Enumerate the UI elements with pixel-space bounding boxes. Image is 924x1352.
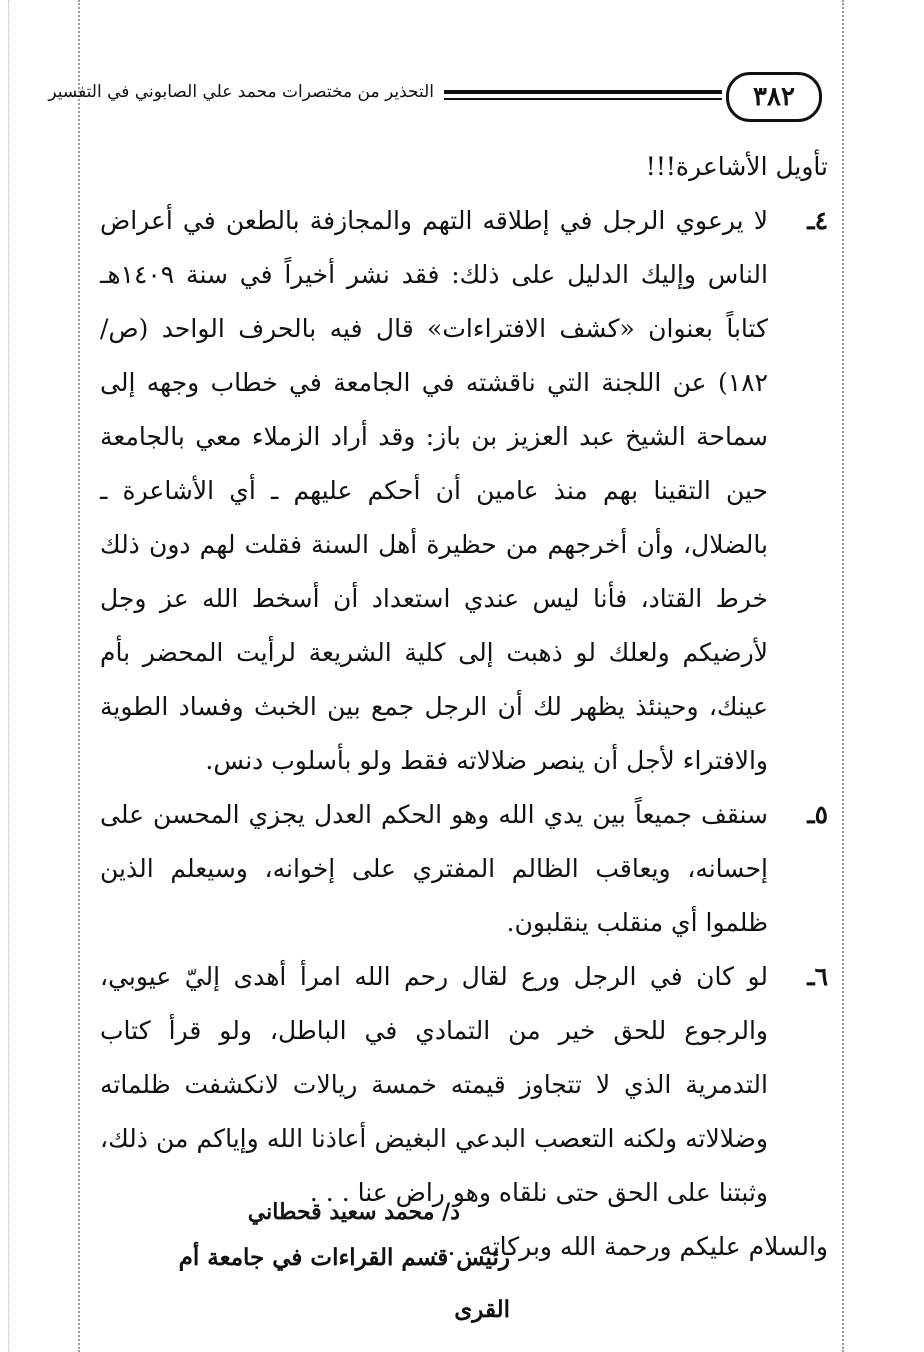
signatory-name: د/ محمد سعيد قحطاني [247,1199,460,1225]
closing-greeting: والسلام عليكم ورحمة الله وبركاته . . . [431,1232,828,1261]
item-number: ٥ـ [807,800,828,829]
page-header [48,70,830,130]
left-dotted-guide [78,0,80,1352]
item-text: لا يرعوي الرجل في إطلاقه التهم والمجازفة بالطعن في أعراض الناس وإليك الدليل على ذلك: فقد نشر أخيراً في سنة ١٤٠٩هـ كتاباً بعنوان «كشف الافتراءات» قال فيه بالحرف الواحد (ص/ ١٨٢) عن اللجنة التي ناقشته في الجامعة في خطاب وجهه إلى سماحة الشيخ عبد العزيز بن باز: وقد أراد الزملاء معي بالجامعة حين التقينا بهم منذ عامين أن أحكم عليهم ـ أي الأشاعرة ـ بالضلال، وأن أخرجهم من حظيرة أهل السنة فقلت لهم دون ذلك خرط القتاد، فأنا ليس عندي استعداد أن أسخط الله عز وجل لأرضيكم ولعلك لو ذهبت إلى كلية الشريعة لرأيت المحضر بأم عينك، وحينئذ يظهر لك أن الرجل جمع بين الخبث وفساد الطوية والافتراء لأجل أن ينصر ضلالاته فقط ولو بأسلوب دنس. [100,206,768,775]
list-item [100,194,828,788]
item-number: ٦ـ [807,962,828,991]
signature-block [130,1192,510,1336]
continuation-text: تأويل الأشاعرة!!! [645,152,828,181]
running-title: التحذير من مختصرات محمد علي الصابوني في التفسير [48,82,434,102]
list-item [100,950,828,1220]
list-item [100,788,828,950]
header-rule-thin [444,98,722,100]
item-text: سنقف جميعاً بين يدي الله وهو الحكم العدل يجزي المحسن على إحسانه، ويعاقب الظالم المفتري على إخوانه، وسيعلم الذين ظلموا أي منقلب ينقلبون. [100,800,768,937]
page-number: ٣٨٢ [726,72,822,122]
page-body [100,140,828,1274]
item-text: لو كان في الرجل ورع لقال رحم الله امرأ أهدى إليّ عيوبي، والرجوع للحق خير من التمادي في الباطل، ولو قرأ كتاب التدمرية الذي لا تتجاوز قيمته خمسة ريالات لانكشفت ظلماته وضلالاته ولكنه التعصب البدعي البغيض أعاذنا الله وإياكم من ذلك، وثبتنا على الحق حتى نلقاه وهو راض عنا . . . [100,962,768,1207]
right-dotted-guide [842,0,844,1352]
item-number: ٤ـ [807,206,828,235]
signatory-title: رئيس قسم القراءات في جامعة أم القرى [178,1244,510,1323]
header-rule-thick [444,90,722,94]
outer-dotted-guide [8,0,9,1352]
